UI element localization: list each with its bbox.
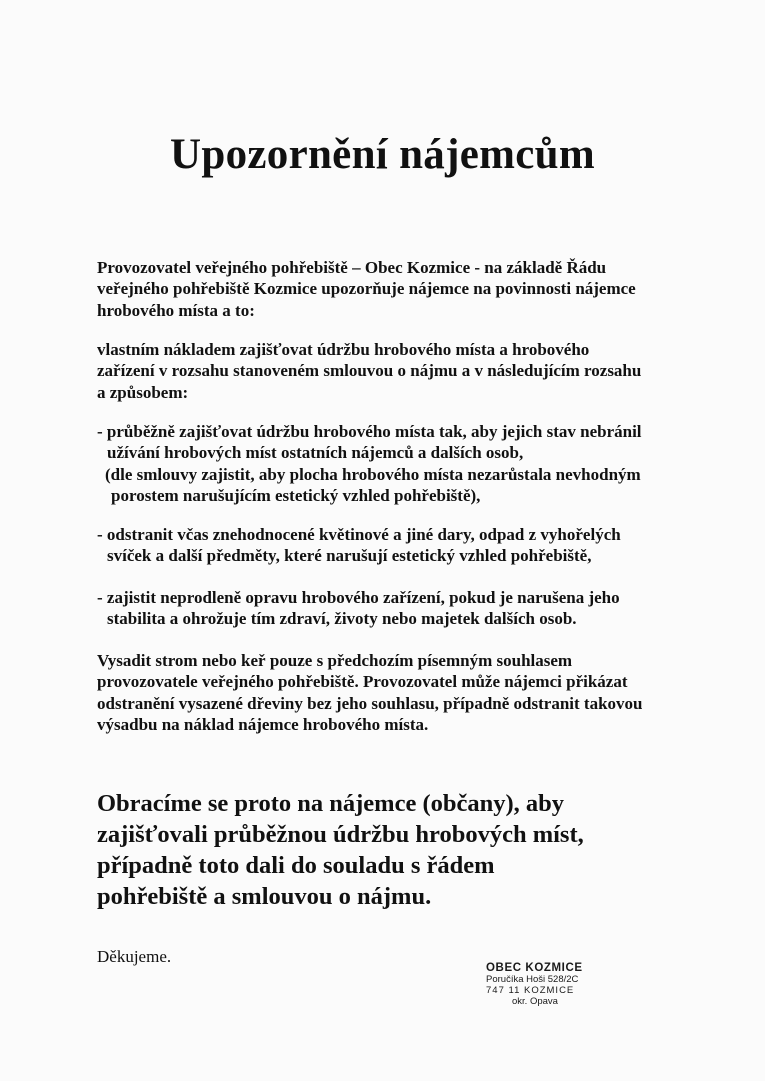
appeal-paragraph <box>97 788 717 912</box>
trees-line: Vysadit strom nebo keř pouze s předchozím písemným souhlasem <box>97 651 573 670</box>
bullet-line: svíček a další předměty, které narušují estetický vzhled pohřebiště, <box>107 546 592 566</box>
bullet-line: (dle smlouvy zajistit, aby plocha hrobového místa nezarůstala nevhodným <box>105 464 641 484</box>
appeal-line: zajišťovali průběžnou údržbu hrobových míst, <box>97 821 584 848</box>
trees-line: odstranění vysazené dřeviny bez jeho souhlasu, případně odstranit takovou <box>97 693 643 713</box>
intro-line: Provozovatel veřejného pohřebiště – Obec Kozmice - na základě Řádu <box>97 258 607 277</box>
obligation-line: a způsobem: <box>97 382 189 402</box>
bullet-repair <box>97 587 697 630</box>
bullet-line: - zajistit neprodleně opravu hrobového zařízení, pokud je narušena jeho <box>97 588 620 607</box>
trees-line: výsadbu na náklad nájemce hrobového místa. <box>97 715 429 735</box>
bullet-line: užívání hrobových míst ostatních nájemců a dalších osob, <box>107 443 524 463</box>
trees-paragraph <box>97 650 697 736</box>
appeal-line: pohřebiště a smlouvou o nájmu. <box>97 883 432 910</box>
appeal-line: případně toto dali do souladu s řádem <box>97 852 495 879</box>
intro-line: veřejného pohřebiště Kozmice upozorňuje nájemce na povinnosti nájemce <box>97 279 636 299</box>
stamp-street: Poručíka Hoši 528/2C <box>486 974 579 985</box>
bullet-line: stabilita a ohrožuje tím zdraví, životy nebo majetek dalších osob. <box>107 609 577 629</box>
stamp-name: OBEC KOZMICE <box>486 962 583 974</box>
municipal-stamp <box>486 962 596 1007</box>
bullet-maintenance <box>97 421 697 507</box>
intro-line: hrobového místa a to: <box>97 300 255 320</box>
bullet-waste <box>97 524 697 567</box>
document-title: Upozornění nájemcům <box>170 131 595 178</box>
bullet-line: porostem narušujícím estetický vzhled pohřebiště), <box>111 486 481 506</box>
obligation-line: zařízení v rozsahu stanoveném smlouvou o nájmu a v následujícím rozsahu <box>97 361 642 381</box>
stamp-district: okr. Opava <box>512 996 558 1007</box>
trees-line: provozovatele veřejného pohřebiště. Provozovatel může nájemci přikázat <box>97 672 628 692</box>
obligation-paragraph <box>97 339 697 403</box>
bullet-line: - odstranit včas znehodnocené květinové a jiné dary, odpad z vyhořelých <box>97 525 621 544</box>
obligation-line: vlastním nákladem zajišťovat údržbu hrobového místa a hrobového <box>97 340 590 359</box>
stamp-city: 747 11 KOZMICE <box>486 985 575 996</box>
appeal-line: Obracíme se proto na nájemce (občany), aby <box>97 790 565 817</box>
thanks-text: Děkujeme. <box>97 947 172 966</box>
bullet-line: - průběžně zajišťovat údržbu hrobového místa tak, aby jejich stav nebránil <box>97 422 642 441</box>
intro-paragraph <box>97 257 697 321</box>
